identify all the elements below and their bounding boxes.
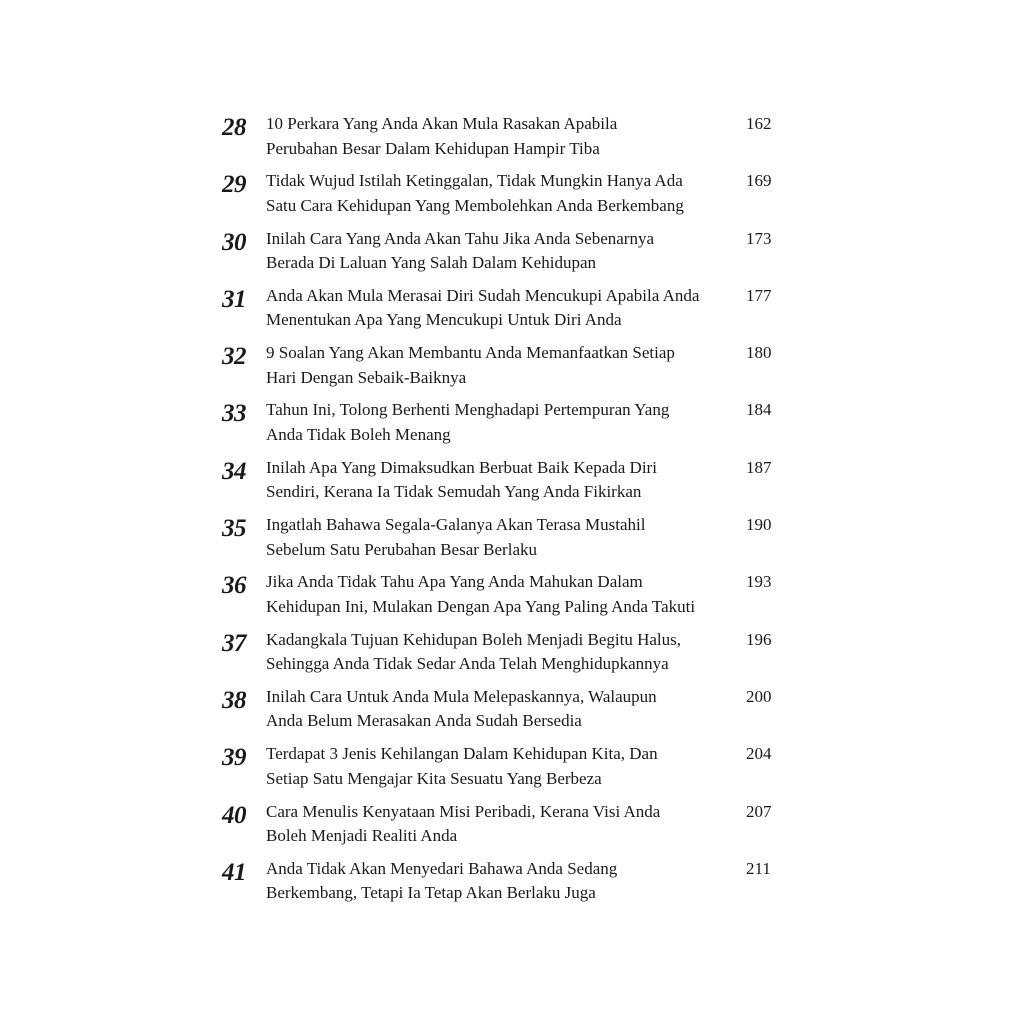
chapter-title-line: Berada Di Laluan Yang Salah Dalam Kehidupan — [266, 253, 596, 273]
chapter-title — [266, 284, 736, 333]
toc-entry[interactable] — [222, 570, 782, 627]
chapter-number: 33 — [222, 400, 246, 428]
toc-entry[interactable] — [222, 742, 782, 799]
toc-entry[interactable] — [222, 112, 782, 169]
chapter-title-line: Anda Tidak Boleh Menang — [266, 424, 451, 444]
chapter-title-line: Hari Dengan Sebaik-Baiknya — [266, 367, 467, 387]
chapter-number: 41 — [222, 858, 246, 886]
chapter-number: 29 — [222, 171, 246, 199]
chapter-title-line: Boleh Menjadi Realiti Anda — [266, 826, 458, 846]
chapter-title-line: Sendiri, Kerana Ia Tidak Semudah Yang Anda Fikirkan — [266, 482, 642, 502]
chapter-title — [266, 857, 736, 906]
chapter-number: 30 — [222, 228, 246, 256]
chapter-title-line: Tahun Ini, Tolong Berhenti Menghadapi Pertempuran Yang — [266, 400, 670, 420]
chapter-title — [266, 800, 736, 849]
chapter-title — [266, 685, 736, 734]
chapter-title-line: 10 Perkara Yang Anda Akan Mula Rasakan Apabila — [266, 114, 618, 133]
toc-entry[interactable] — [222, 857, 782, 914]
page-number: 184 — [746, 400, 772, 420]
chapter-title-line: 9 Soalan Yang Akan Membantu Anda Memanfaatkan Setiap — [266, 343, 675, 363]
chapter-title-line: Perubahan Besar Dalam Kehidupan Hampir Tiba — [266, 138, 600, 158]
chapter-title-line: Inilah Cara Untuk Anda Mula Melepaskannya, Walaupun — [266, 686, 657, 706]
toc-entry[interactable] — [222, 398, 782, 455]
chapter-title — [266, 112, 736, 161]
chapter-title-line: Inilah Cara Yang Anda Akan Tahu Jika Anda Sebenarnya — [266, 228, 655, 248]
page-number: 190 — [746, 515, 772, 535]
chapter-title-line: Tidak Wujud Istilah Ketinggalan, Tidak Mungkin Hanya Ada — [266, 171, 683, 191]
chapter-number: 35 — [222, 515, 246, 543]
toc-entry[interactable] — [222, 800, 782, 857]
chapter-title-line: Sehingga Anda Tidak Sedar Anda Telah Menghidupkannya — [266, 654, 669, 674]
chapter-number: 37 — [222, 629, 246, 657]
chapter-title — [266, 341, 736, 390]
page-number: 177 — [746, 285, 772, 305]
toc-entry[interactable] — [222, 284, 782, 341]
chapter-title-line: Satu Cara Kehidupan Yang Membolehkan Anda Berkembang — [266, 195, 684, 215]
page-number: 173 — [746, 228, 772, 248]
chapter-title-line: Kehidupan Ini, Mulakan Dengan Apa Yang Paling Anda Takuti — [266, 596, 696, 616]
chapter-number: 39 — [222, 744, 246, 772]
chapter-title — [266, 169, 736, 218]
page-number: 211 — [746, 858, 771, 878]
chapter-title-line: Cara Menulis Kenyataan Misi Peribadi, Kerana Visi Anda — [266, 801, 661, 821]
chapter-title — [266, 398, 736, 447]
page-number: 187 — [746, 457, 772, 477]
toc-entry[interactable] — [222, 628, 782, 685]
chapter-title-line: Ingatlah Bahawa Segala-Galanya Akan Terasa Mustahil — [266, 515, 646, 535]
chapter-title — [266, 456, 736, 505]
chapter-number: 32 — [222, 343, 246, 371]
toc-entry[interactable] — [222, 685, 782, 742]
chapter-title-line: Inilah Apa Yang Dimaksudkan Berbuat Baik Kepada Diri — [266, 457, 657, 477]
chapter-title-line: Setiap Satu Mengajar Kita Sesuatu Yang Berbeza — [266, 768, 602, 788]
toc-entry[interactable] — [222, 169, 782, 226]
chapter-number: 36 — [222, 572, 246, 600]
page-number: 180 — [746, 343, 772, 363]
page-number: 169 — [746, 171, 772, 191]
chapter-title-line: Anda Akan Mula Merasai Diri Sudah Mencukupi Apabila Anda — [266, 285, 700, 305]
chapter-number: 34 — [222, 457, 246, 485]
toc-entry[interactable] — [222, 341, 782, 398]
chapter-title — [266, 570, 736, 619]
toc-entry[interactable] — [222, 456, 782, 513]
page-number: 193 — [746, 572, 772, 592]
chapter-title-line: Jika Anda Tidak Tahu Apa Yang Anda Mahukan Dalam — [266, 572, 643, 592]
page-number: 196 — [746, 629, 772, 649]
chapter-number: 28 — [222, 114, 246, 141]
page-number: 204 — [746, 744, 772, 764]
chapter-title-line: Sebelum Satu Perubahan Besar Berlaku — [266, 539, 537, 559]
chapter-number: 31 — [222, 285, 246, 313]
page-number: 200 — [746, 686, 772, 706]
chapter-title-line: Menentukan Apa Yang Mencukupi Untuk Diri Anda — [266, 310, 622, 330]
chapter-title — [266, 513, 736, 562]
toc-entry[interactable] — [222, 513, 782, 570]
chapter-number: 40 — [222, 801, 246, 829]
chapter-title-line: Kadangkala Tujuan Kehidupan Boleh Menjadi Begitu Halus, — [266, 629, 682, 649]
chapter-number: 38 — [222, 686, 246, 714]
toc-entry[interactable] — [222, 227, 782, 284]
chapter-title — [266, 227, 736, 276]
chapter-title — [266, 742, 736, 791]
chapter-title-line: Anda Belum Merasakan Anda Sudah Bersedia — [266, 711, 582, 731]
page-number: 207 — [746, 801, 772, 821]
chapter-title-line: Berkembang, Tetapi Ia Tetap Akan Berlaku Juga — [266, 883, 596, 903]
page-number: 162 — [746, 114, 772, 133]
chapter-title-line: Anda Tidak Akan Menyedari Bahawa Anda Sedang — [266, 858, 618, 878]
table-of-contents — [222, 112, 782, 914]
chapter-title-line: Terdapat 3 Jenis Kehilangan Dalam Kehidupan Kita, Dan — [266, 744, 658, 764]
chapter-title — [266, 628, 736, 677]
